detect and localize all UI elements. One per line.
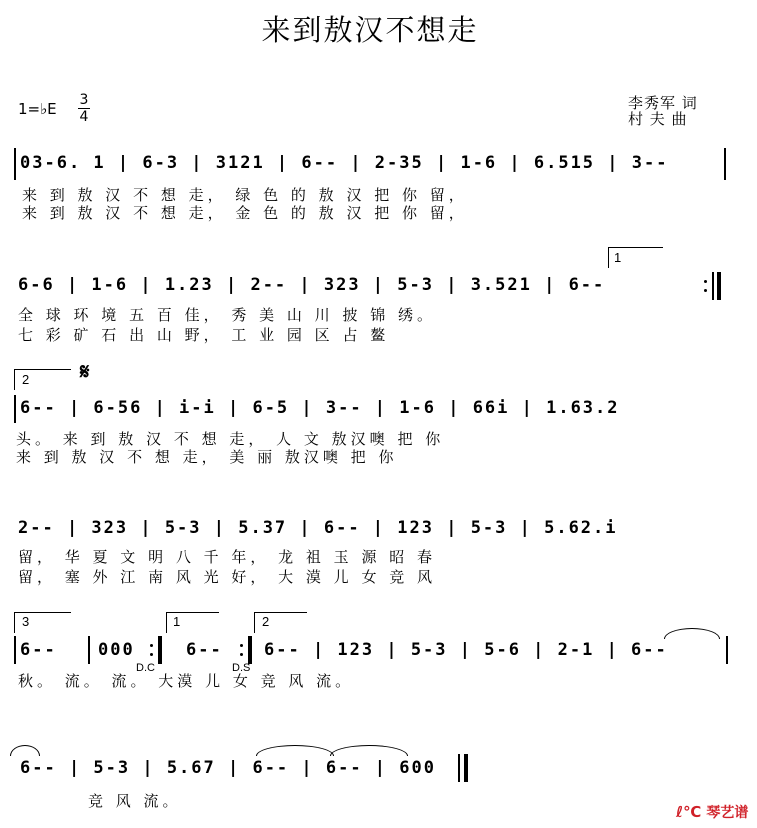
lyrics-line-2a: 全 球 环 境 五 百 佳， 秀 美 山 川 披 锦 绣。 xyxy=(18,306,436,324)
repeat-dot xyxy=(240,644,243,647)
tie-slur xyxy=(256,745,334,756)
da-capo-mark: D.C xyxy=(136,662,155,674)
repeat-dot xyxy=(704,280,707,283)
volta-number: 3 xyxy=(22,614,30,629)
volta-number: 1 xyxy=(173,614,181,629)
lyrics-line-5: 秋。 流。 流。 大漠 儿 女 竞 风 流。 xyxy=(18,672,355,690)
bar-line xyxy=(712,272,714,300)
dal-segno-mark: D.S xyxy=(232,662,251,674)
repeat-dot xyxy=(150,644,153,647)
tie-slur xyxy=(330,745,408,756)
repeat-end-bar xyxy=(717,272,721,300)
lyrics-line-3b: 来 到 敖 汉 不 想 走， 美 丽 敖汉噢 把 你 xyxy=(16,448,398,466)
lyrics-line-6: 竞 风 流。 xyxy=(88,792,182,810)
notes-line-1: 03-6. 1 | 6-3 | 3121 | 6-- | 2-35 | 1-6 | 6.515 | 3-- xyxy=(20,153,669,173)
lyrics-line-1b: 来 到 敖 汉 不 想 走， 金 色 的 敖 汉 把 你 留， xyxy=(22,204,468,222)
tie-slur xyxy=(10,745,40,756)
repeat-end-bar xyxy=(158,636,162,664)
repeat-dot xyxy=(704,289,707,292)
bar-line xyxy=(726,636,728,664)
volta-number: 2 xyxy=(22,372,30,387)
volta-number: 2 xyxy=(262,614,270,629)
notes-line-3: 6-- | 6-56 | i-i | 6-5 | 3-- | 1-6 | 66i | 1.63.2 xyxy=(20,398,620,418)
notes-line-6: 6-- | 5-3 | 5.67 | 6-- | 6-- | 600 xyxy=(20,758,436,778)
bar-line xyxy=(14,395,16,423)
song-title: 来到敖汉不想走 xyxy=(261,13,479,47)
notes-5a: 6-- xyxy=(20,640,57,660)
lyrics-line-4b: 留， 塞 外 江 南 风 光 好， 大 漠 儿 女 竞 风 xyxy=(18,568,436,586)
key-signature: 1=♭E xyxy=(18,100,57,118)
logo-mark-icon: ℓ℃ xyxy=(676,803,702,821)
logo-text: 琴艺谱 xyxy=(706,805,749,821)
notes-5c: 6-- xyxy=(186,640,223,660)
notes-line-2: 6-6 | 1-6 | 1.23 | 2-- | 323 | 5-3 | 3.521 | 6-- xyxy=(18,275,606,295)
tie-slur xyxy=(664,628,720,639)
time-signature-bottom: 4 xyxy=(79,109,89,125)
volta-number: 1 xyxy=(614,250,622,265)
lyrics-line-2b: 七 彩 矿 石 出 山 野， 工 业 园 区 占 鳌 xyxy=(18,326,390,344)
composer-credit: 村 夫 曲 xyxy=(628,110,688,128)
repeat-dot xyxy=(240,653,243,656)
time-signature xyxy=(78,92,90,125)
lyrics-line-3a: 头。 来 到 敖 汉 不 想 走， 人 文 敖汉噢 把 你 xyxy=(16,430,445,448)
site-logo xyxy=(676,802,748,822)
lyricist-credit: 李秀军 词 xyxy=(628,94,698,112)
repeat-dot xyxy=(150,653,153,656)
time-signature-top: 3 xyxy=(79,92,89,108)
bar-line xyxy=(458,754,460,782)
lyrics-line-1a: 来 到 敖 汉 不 想 走， 绿 色 的 敖 汉 把 你 留， xyxy=(22,186,468,204)
notes-line-4: 2-- | 323 | 5-3 | 5.37 | 6-- | 123 | 5-3 | 5.62.i xyxy=(18,518,618,538)
repeat-end-bar xyxy=(248,636,252,664)
bar-line xyxy=(14,148,16,180)
bar-line xyxy=(88,636,90,664)
segno-sign: 𝄋 xyxy=(80,360,90,385)
bar-line xyxy=(14,636,16,664)
bar-line xyxy=(724,148,726,180)
final-bar xyxy=(464,754,468,782)
notes-5b: 000 xyxy=(98,640,135,660)
notes-5d: 6-- | 123 | 5-3 | 5-6 | 2-1 | 6-- xyxy=(264,640,668,660)
lyrics-line-4a: 留， 华 夏 文 明 八 千 年， 龙 祖 玉 源 昭 春 xyxy=(18,548,436,566)
